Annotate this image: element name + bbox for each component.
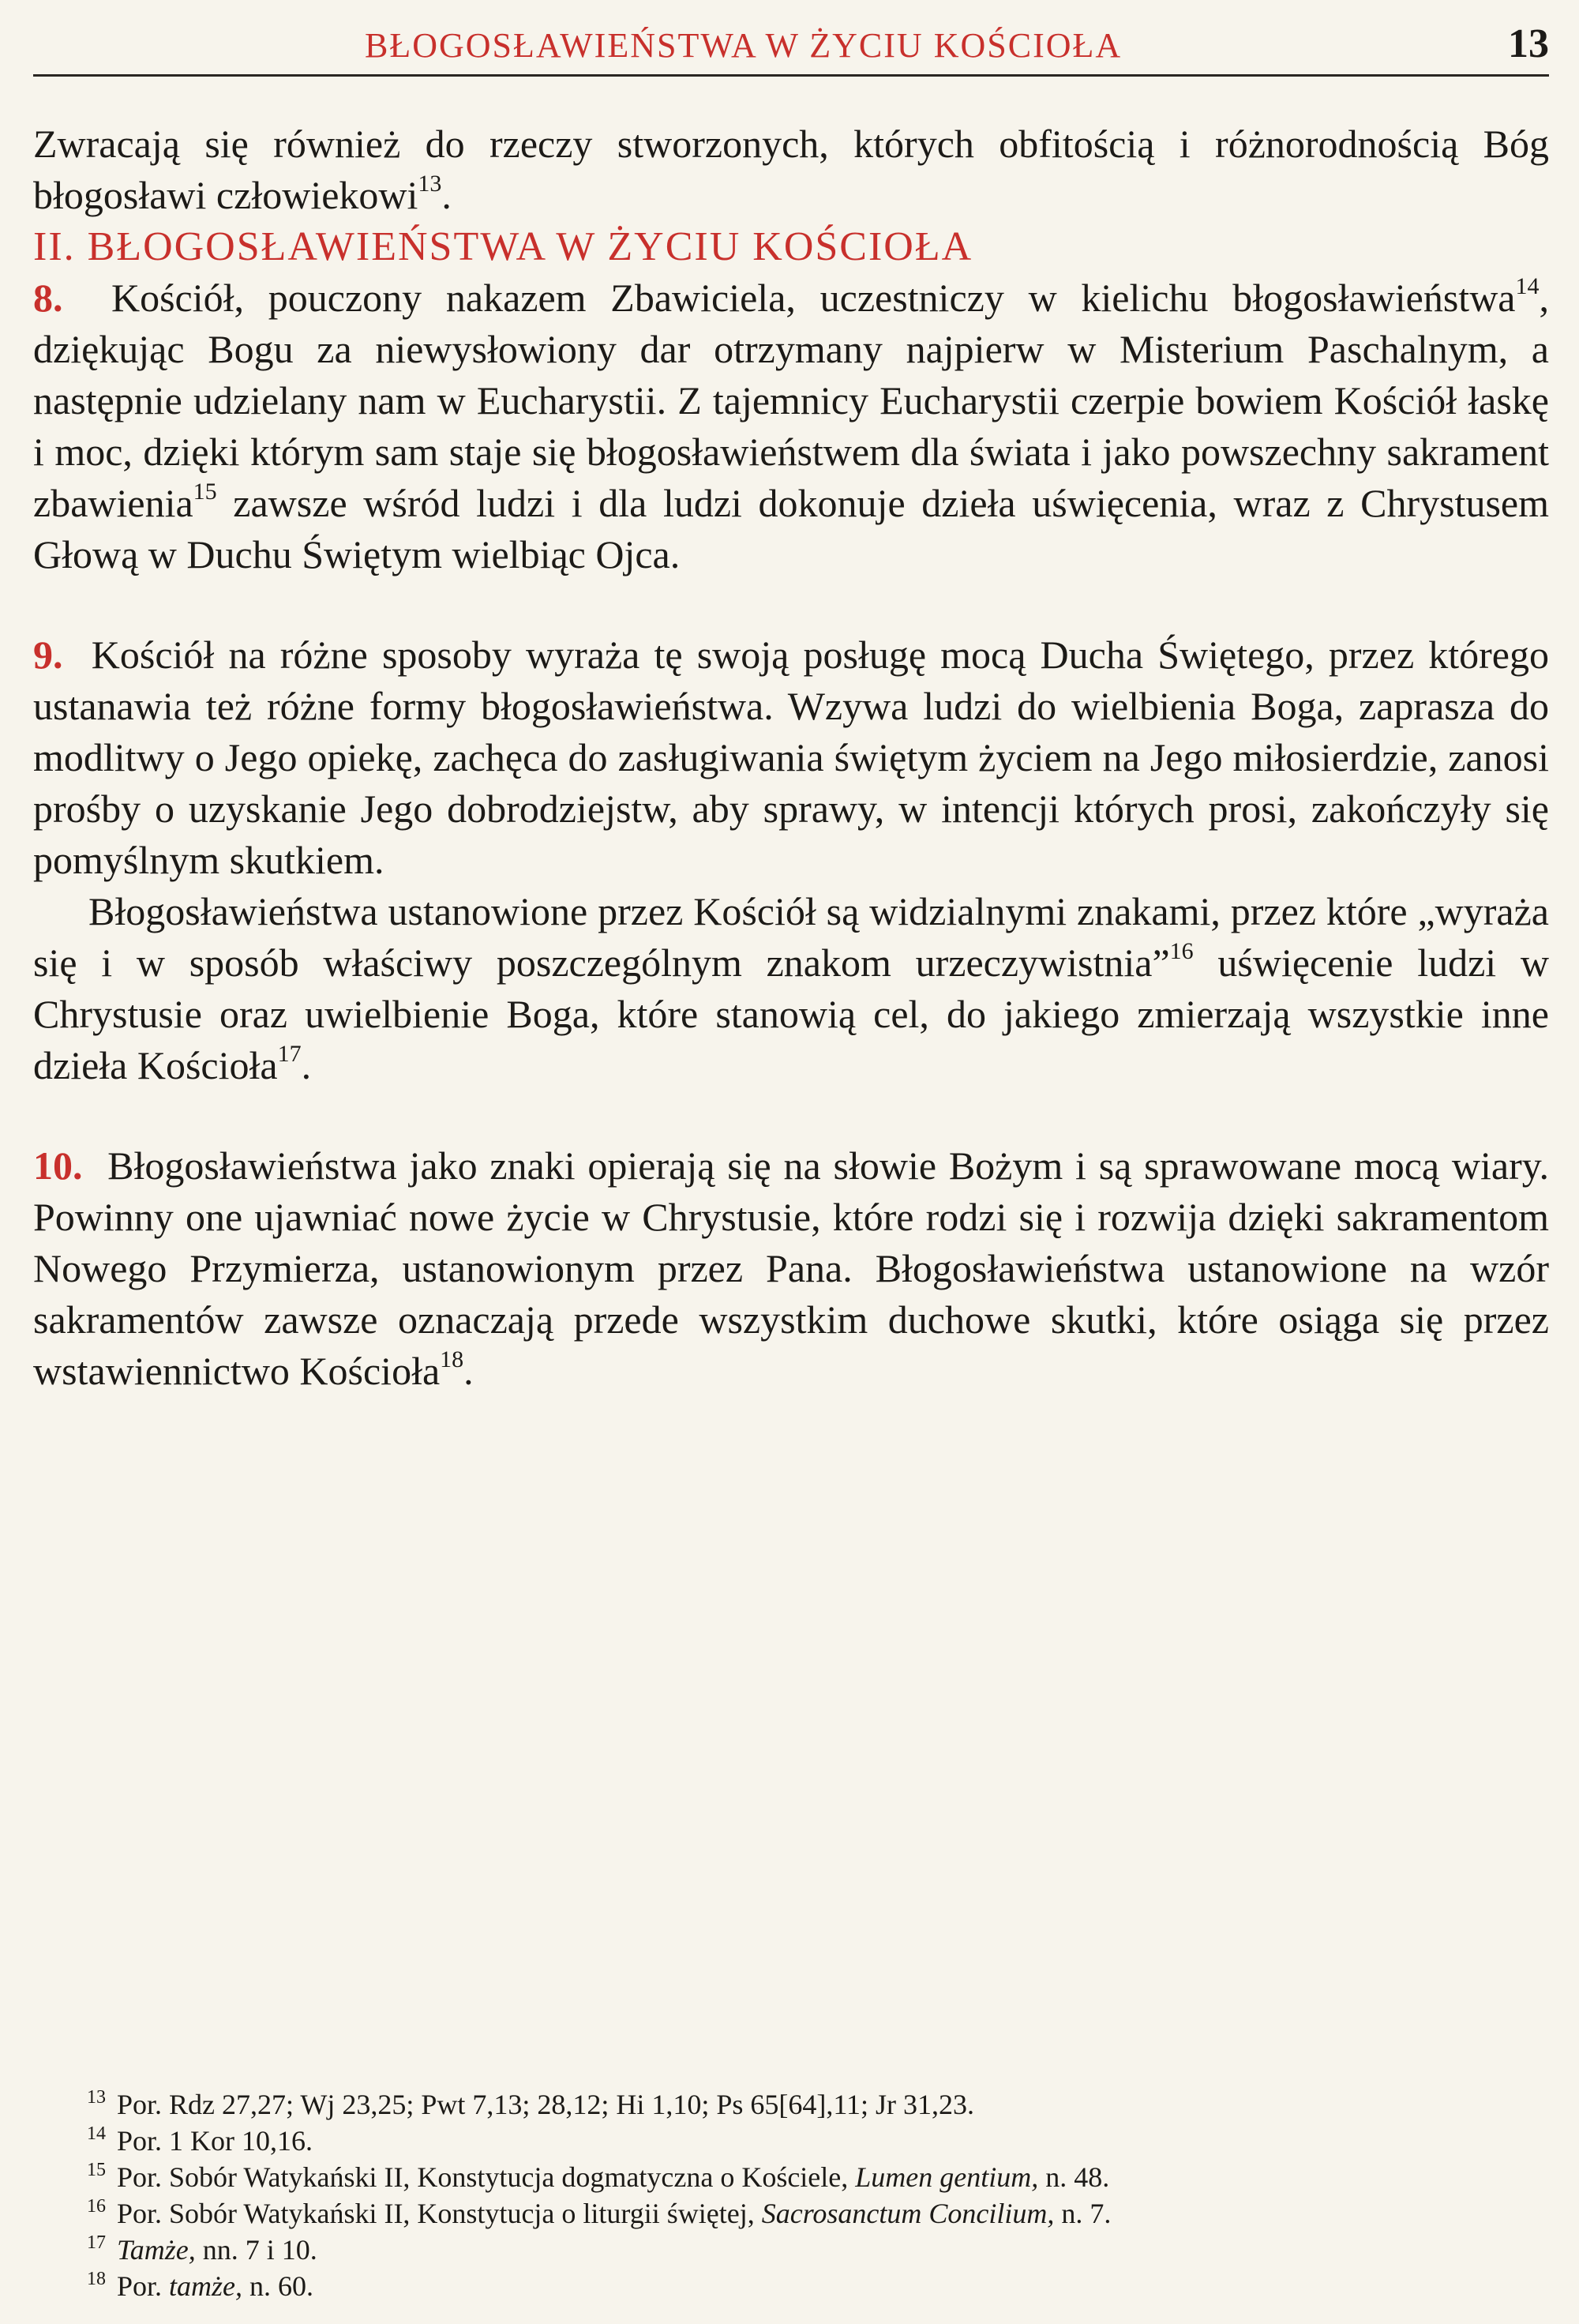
footnote-ref-15[interactable]: 15 xyxy=(193,479,217,505)
footnote-number: 17 xyxy=(87,2232,106,2253)
footnote-ref-18[interactable]: 18 xyxy=(440,1346,464,1372)
footnote-text-end: nn. 7 i 10. xyxy=(195,2234,317,2266)
footnote-number: 16 xyxy=(87,2196,106,2217)
paragraph-8-text-2: , dziękując Bogu za niewysłowiony dar otrzymany najpierw w Misterium Paschalnym, a następnie udzielany nam w Eucharystii. Z tajemnicy Eucharystii czerpie bowiem Kościół łaskę i moc, dzięki którym sam staje się błogosławieństwem dla świata i jako powszechny sakrament zbawienia xyxy=(33,276,1549,525)
intro-paragraph xyxy=(33,118,1549,221)
paragraph-8 xyxy=(33,272,1549,580)
paragraph-number-10: 10. xyxy=(33,1143,83,1188)
footnote-text: Por. Sobór Watykański II, Konstytucja o liturgii świętej, xyxy=(117,2198,762,2229)
footnote xyxy=(87,2159,1555,2195)
intro-text: Zwracają się również do rzeczy stworzonych, których obfitością i różnorodnością Bóg błogosławi człowiekowi xyxy=(33,122,1549,217)
section-heading: II. BŁOGOSŁAWIEŃSTWA W ŻYCIU KOŚCIOŁA xyxy=(33,224,973,269)
footnote-ref-14[interactable]: 14 xyxy=(1515,273,1540,299)
footnote-ref-17[interactable]: 17 xyxy=(277,1041,302,1067)
footnote-number: 13 xyxy=(87,2087,106,2108)
footnote-text: Por. Rdz 27,27; Wj 23,25; Pwt 7,13; 28,12; Hi 1,10; Ps 65[64],11; Jr 31,23. xyxy=(117,2089,975,2120)
paragraph-10 xyxy=(33,1140,1549,1397)
footnote-number: 18 xyxy=(87,2269,106,2289)
footnote xyxy=(87,2123,1555,2159)
footnote-italic: Lumen gentium, xyxy=(855,2161,1039,2193)
page-header xyxy=(33,17,1549,77)
running-title: BŁOGOSŁAWIEŃSTWA W ŻYCIU KOŚCIOŁA xyxy=(365,26,1123,65)
footnote-ref-13[interactable]: 13 xyxy=(418,171,442,197)
footnote-text-end: n. 7. xyxy=(1054,2198,1112,2229)
main-text xyxy=(33,118,1549,1397)
paragraph-9-continued xyxy=(33,886,1549,1091)
paragraph-number-9: 9. xyxy=(33,633,63,677)
footnote xyxy=(87,2232,1555,2268)
paragraph-9-text: Kościół na różne sposoby wyraża tę swoją posługę mocą Ducha Świętego, przez którego ustanawia też różne formy błogosławieństwa. Wzywa ludzi do wielbienia Boga, zaprasza do modlitwy o Jego opiekę, zachęca do zasługiwania świętym życiem na Jego miłosierdzie, zanosi prośby o uzyskanie Jego dobrodziejstw, aby sprawy, w intencji których prosi, zakończyły się pomyślnym skutkiem. xyxy=(33,633,1550,882)
footnote-italic: Tamże, xyxy=(117,2234,196,2266)
footnote-number: 14 xyxy=(87,2123,106,2144)
paragraph-10-text-1: Błogosławieństwa jako znaki opierają się na słowie Bożym i są sprawowane mocą wiary. Powinny one ujawniać nowe życie w Chrystusie, które rodzi się i rozwija dzięki sakramentom Nowego Przymierza, ustanowionym przez Pana. Błogosławieństwa ustanowione na wzór sakramentów zawsze oznaczają przede wszystkim duchowe skutki, które osiąga się przez wstawiennictwo Kościoła xyxy=(33,1143,1550,1393)
paragraph-9b-text-2: uświęcenie ludzi w Chrystusie oraz uwielbienie Boga, które stanowią cel, do jakiego zmierzają wszystkie inne dzieła Kościoła xyxy=(33,940,1550,1087)
paragraph-10-text-2: . xyxy=(463,1349,474,1393)
footnote-text: Por. 1 Kor 10,16. xyxy=(117,2125,313,2157)
spacer xyxy=(33,1091,1549,1140)
paragraph-9 xyxy=(33,629,1549,886)
footnote-text-end: n. 48. xyxy=(1038,2161,1110,2193)
footnote xyxy=(87,2268,1555,2304)
footnote xyxy=(87,2086,1555,2123)
footnote-text: Por. xyxy=(117,2270,170,2302)
footnote-italic: Sacrosanctum Concilium, xyxy=(761,2198,1055,2229)
footnote-italic: tamże, xyxy=(169,2270,243,2302)
footnotes xyxy=(87,2086,1555,2304)
paragraph-8-text-3: zawsze wśród ludzi i dla ludzi dokonuje dzieła uświęcenia, wraz z Chrystusem Głową w Duchu Świętym wielbiąc Ojca. xyxy=(33,481,1549,576)
footnote-ref-16[interactable]: 16 xyxy=(1169,938,1194,964)
page-number: 13 xyxy=(1508,21,1549,66)
footnote-number: 15 xyxy=(87,2160,106,2180)
paragraph-9b-text-3: . xyxy=(301,1043,312,1087)
paragraph-number-8: 8. xyxy=(33,276,63,320)
footnote-text: Por. Sobór Watykański II, Konstytucja dogmatyczna o Kościele, xyxy=(117,2161,856,2193)
footnote xyxy=(87,2195,1555,2232)
paragraph-8-text-1: Kościół, pouczony nakazem Zbawiciela, uczestniczy w kielichu błogosławieństwa xyxy=(111,276,1516,320)
footnote-text-end: n. 60. xyxy=(242,2270,314,2302)
paragraph-9b-text-1: Błogosławieństwa ustanowione przez Kościół są widzialnymi znakami, przez które „wyraża się i w sposób właściwy poszczególnym znakom urzeczywistnia” xyxy=(33,889,1549,985)
intro-end: . xyxy=(441,173,452,217)
spacer xyxy=(33,580,1549,629)
